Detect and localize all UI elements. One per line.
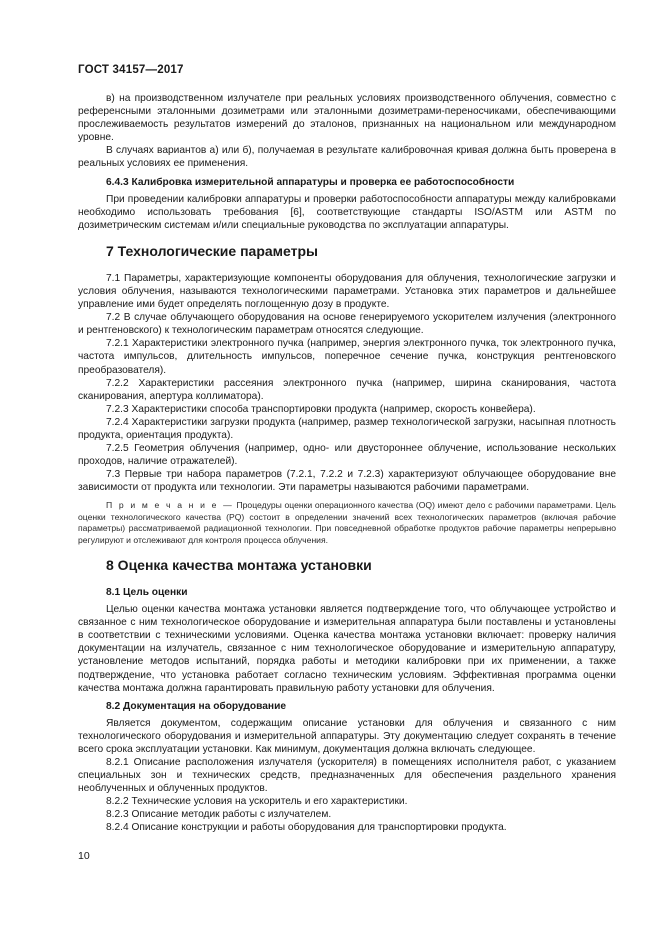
document-page [78,64,616,835]
paragraph-8-2-1: 8.2.1 Описание расположения излучателя (ускорителя) в помещениях исполнителя работ, с указанием специальных зон и технических средств, предназначенных для обеспечения раздельного хранения необлученных и облученных продуктов. [78,757,616,795]
subsection-heading-8-1: 8.1 Цель оценки [106,587,188,599]
paragraph-7-3: 7.3 Первые три набора параметров (7.2.1, 7.2.2 и 7.2.3) характеризуют облучающее оборудование вне зависимости от продукта или технологии. Эти параметры называются рабочими параметрами. [78,469,616,494]
document-header: ГОСТ 34157—2017 [78,64,184,76]
paragraph-8-1: Целью оценки качества монтажа установки является подтверждение того, что облучающее устройство и связанное с ним технологическое оборудование и измерительная аппаратура были поставлены и установлены в соответствии с техническими условиями. Оценка качества монтажа установки включает: проверку наличия документации на излучатель, связанное с ним технологическое оборудование и измерительную аппаратуру, установление методов испытаний, порядка работы и методики калибровки при их применении, а также подтверждение, что установка работает согласно техническим условиям. Эффективная программа оценки качества монтажа должна гарантировать правильную работу установки для облучения. [78,604,616,694]
paragraph-7-2-4: 7.2.4 Характеристики загрузки продукта (например, размер технологической загрузки, насыпная плотность продукта, ориентация продукта). [78,416,616,441]
page-number: 10 [78,850,90,862]
section-heading-8: 8 Оценка качества монтажа установки [106,557,372,574]
paragraph-calibration: При проведении калибровки аппаратуры и проверки работоспособности аппаратуры между калибровками необходимо использовать требования [6], соответствующие стандарты ISO/ASTM или ASTM по дозиметрическим системам и/или специальные руководства по эксплуатации аппаратуры. [78,193,616,231]
subsection-heading-6-4-3: 6.4.3 Калибровка измерительной аппаратуры и проверка ее работоспособности [106,176,515,188]
note-text: Процедуры оценки операционного качества (OQ) имеют дело с рабочими параметрами. Цель оценки технологического качества (PQ) состоит в определении значений всех технологических параметров (включая рабочие параметры) рассматриваемой радиационной технологии. При повседневной обработке продуктов рабочие параметры непрерывно регулируют и отслеживают для контроля процесса облучения. [78,500,616,545]
note-label: П р и м е ч а н и е — [106,500,234,511]
paragraph-7-2-1: 7.2.1 Характеристики электронного пучка (например, энергия электронного пучка, ток электронного пучка, частота импульсов, длительность импульсов, поперечное сечение пучка, конструкция рентгеновского преобразователя). [78,338,616,376]
paragraph-7-2-2: 7.2.2 Характеристики рассеяния электронного пучка (например, ширина сканирования, частота сканирования, апертура коллиматора). [78,377,616,402]
paragraph-8-2-3: 8.2.3 Описание методик работы с излучателем. [106,809,332,821]
paragraph-7-2-3: 7.2.3 Характеристики способа транспортировки продукта (например, скорость конвейера). [106,403,536,415]
paragraph-7-2-5: 7.2.5 Геометрия облучения (например, одно- или двустороннее облучение, использование нескольких проходов, наличие отражателей). [78,443,616,468]
note [78,500,616,546]
subsection-heading-8-2: 8.2 Документация на оборудование [106,700,286,712]
paragraph-8-2-4: 8.2.4 Описание конструкции и работы оборудования для транспортировки продукта. [106,822,507,834]
section-heading-7: 7 Технологические параметры [106,242,318,259]
paragraph-7-2: 7.2 В случае облучающего оборудования на основе генерируемого ускорителем излучения (электронного и рентгеновского) к технологическим параметрам относятся следующие. [78,312,616,337]
paragraph-8-2-2: 8.2.2 Технические условия на ускоритель и его характеристики. [106,796,408,808]
paragraph-7-1: 7.1 Параметры, характеризующие компоненты оборудования для облучения, технологические загрузки и условия облучения, называются технологическими параметрами. Установка этих параметров и дальнейшее управление ими будет определять поглощенную дозу в продукте. [78,272,616,311]
paragraph-v: в) на производственном излучателе при реальных условиях производственного облучения, совместно с референсными эталонными дозиметрами или эталонными дозиметрами-переносчиками, обеспечивающими прослеживаемость результатов измерений до эталонов, признанных на национальном или международном уровне. [78,93,616,144]
paragraph-8-2: Является документом, содержащим описание установки для облучения и связанного с ним технологического оборудования и измерительной аппаратуры. Эту документацию следует сохранять в течение всего срока эксплуатации установки. Как минимум, документация должна включать следующее. [78,717,616,755]
paragraph-variants: В случаях вариантов а) или б), получаемая в результате калибровочная кривая должна быть проверена в реальных условиях ее применения. [78,145,616,170]
